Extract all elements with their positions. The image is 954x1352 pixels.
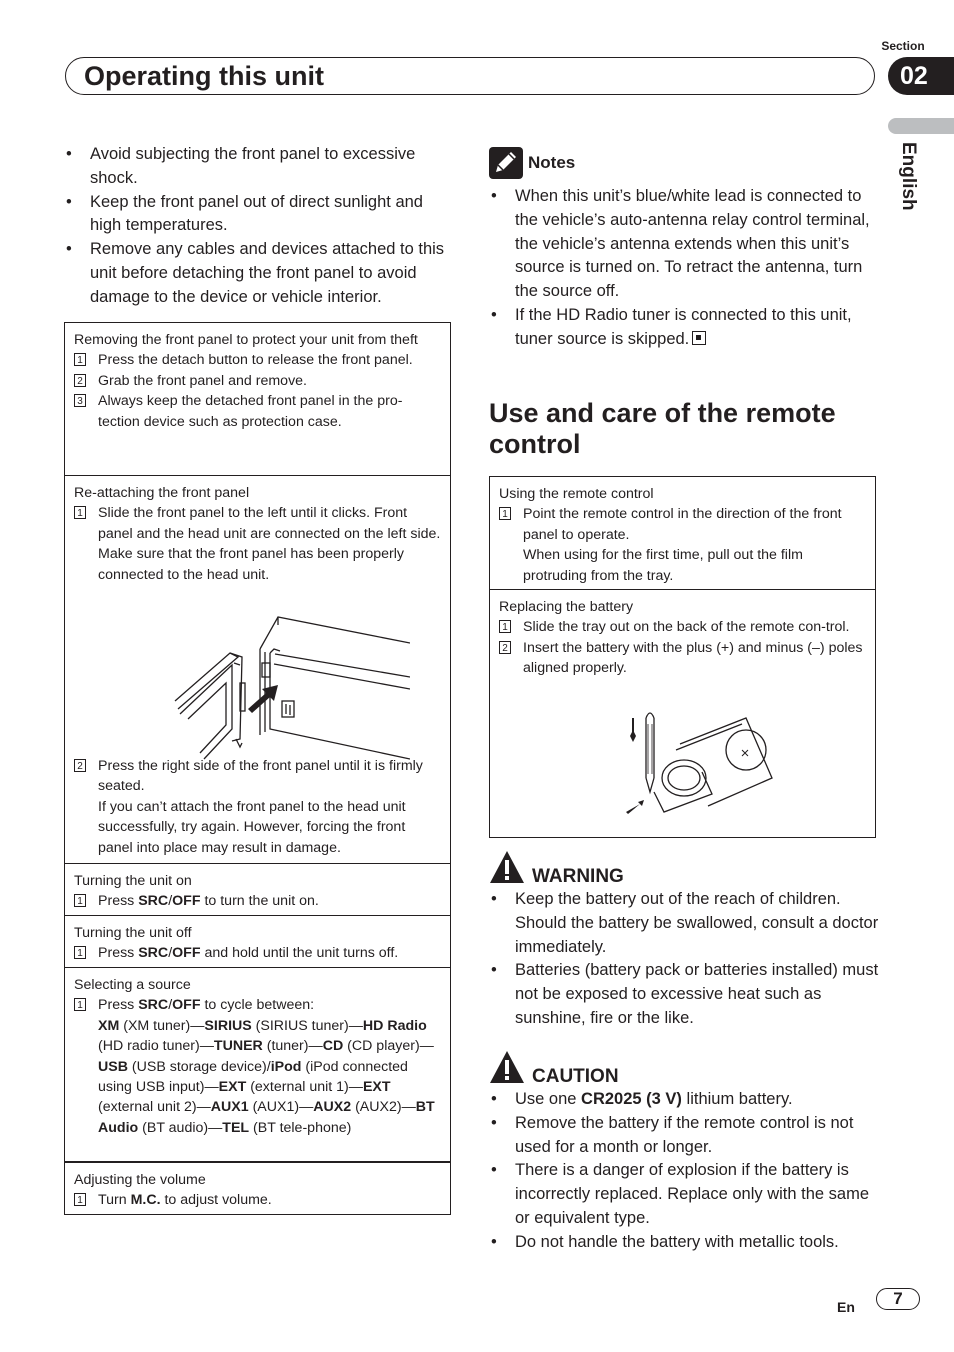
turn-off-section bbox=[65, 916, 450, 968]
caution-label: CAUTION bbox=[532, 1066, 619, 1087]
step-number: 1 bbox=[74, 998, 86, 1011]
left-bullet-list bbox=[65, 143, 455, 310]
step bbox=[499, 638, 866, 679]
step-text: Press SRC/OFF to turn the unit on. bbox=[98, 893, 319, 910]
step bbox=[74, 995, 441, 1138]
section-heading: Turning the unit on bbox=[74, 873, 192, 889]
section-heading: Selecting a source bbox=[74, 977, 191, 993]
step bbox=[74, 1190, 441, 1210]
section-heading: Adjusting the volume bbox=[74, 1172, 206, 1188]
front-panel-procedures-box bbox=[64, 322, 451, 1215]
remote-section-title: Use and care of the remote control bbox=[489, 398, 836, 459]
step-number: 1 bbox=[499, 620, 511, 633]
step-text: Grab the front panel and remove. bbox=[98, 372, 307, 389]
warning-list bbox=[490, 888, 880, 1031]
footer-language: En bbox=[837, 1299, 855, 1315]
step-number: 1 bbox=[74, 353, 86, 366]
list-item: • Keep the front panel out of direct sunlight and high temperatures. bbox=[65, 191, 455, 239]
step-text: Always keep the detached front panel in the pro-tection device such as protection case. bbox=[98, 393, 403, 430]
list-item: • When this unit’s blue/white lead is connected to the vehicle’s auto-antenna relay control terminal, the vehicle’s antenna extends when this unit’s source is turned on. To retract the antenna, turn the source off. bbox=[490, 185, 880, 304]
step-number: 1 bbox=[74, 506, 86, 519]
section-heading: Using the remote control bbox=[499, 486, 654, 502]
turn-on-section bbox=[65, 864, 450, 916]
step-number: 1 bbox=[74, 1193, 86, 1206]
list-item: • Remove the battery if the remote control is not used for a month or longer. bbox=[490, 1112, 880, 1160]
using-remote-section bbox=[490, 477, 875, 590]
step bbox=[499, 504, 866, 586]
step-text: Slide the tray out on the back of the remote con-trol. bbox=[523, 619, 850, 636]
step-text: Point the remote control in the direction of the front panel to operate. When using for the first time, pull out the film protruding from the tray. bbox=[523, 506, 842, 584]
section-heading: Re-attaching the front panel bbox=[74, 485, 250, 501]
replacing-battery-section bbox=[490, 590, 875, 837]
section-heading: Removing the front panel to protect your unit from theft bbox=[74, 332, 418, 348]
step-text: Press SRC/OFF to cycle between: XM (XM tuner)—SIRIUS (SIRIUS tuner)—HD Radio (HD radio tuner)—TUNER (tuner)—CD (CD player)—USB (USB storage device)/iPod (iPod connected using USB input)—EXT (external unit 1)—EXT (external unit 2)—AUX1 (AUX1)—AUX2 (AUX2)—BT Audio (BT audio)—TEL (BT tele-phone) bbox=[98, 997, 435, 1136]
step bbox=[74, 371, 441, 391]
step-number: 2 bbox=[499, 641, 511, 654]
section-number-badge: 02 bbox=[888, 57, 954, 95]
list-item: • If the HD Radio tuner is connected to this unit, tuner source is skipped. bbox=[490, 304, 880, 352]
step-text: Slide the front panel to the left until it clicks. Front panel and the head unit are connected on the left side. Make sure that the front panel has been properly connected to the head unit. bbox=[98, 505, 441, 583]
list-item: • Do not handle the battery with metallic tools. bbox=[490, 1231, 880, 1255]
step bbox=[499, 617, 866, 637]
list-item: • Remove any cables and devices attached to this unit before detaching the front panel to avoid damage to the device or vehicle interior. bbox=[65, 238, 455, 309]
step bbox=[74, 943, 441, 963]
warning-label: WARNING bbox=[532, 866, 624, 887]
step-text: Press the right side of the front panel until it is firmly seated. If you can’t attach the front panel to the head unit successfully, try again. However, forcing the front panel into place may result in damage. bbox=[98, 758, 423, 856]
source-cycle-list: XM (XM tuner)—SIRIUS (SIRIUS tuner)—HD Radio (HD radio tuner)—TUNER (tuner)—CD (CD player)—USB (USB storage device)/iPod (iPod connected using USB input)—EXT (external unit 1)—EXT (external unit 2)—AUX1 (AUX1)—AUX2 (AUX2)—BT Audio (BT audio)—TEL (BT tele-phone) bbox=[98, 1017, 435, 1136]
step bbox=[74, 503, 441, 585]
select-source-section bbox=[65, 968, 450, 1163]
step bbox=[74, 756, 440, 858]
warning-triangle-icon bbox=[489, 850, 525, 884]
step-text: Press SRC/OFF and hold until the unit turns off. bbox=[98, 945, 399, 962]
notes-label: Notes bbox=[528, 153, 576, 172]
notes-list bbox=[490, 185, 880, 352]
section-label: Section bbox=[881, 39, 925, 53]
list-item: • Batteries (battery pack or batteries installed) must not be exposed to excessive heat such as sunshine, fire or the like. bbox=[490, 959, 880, 1030]
caution-list bbox=[490, 1088, 880, 1255]
battery-replacement-illustration bbox=[618, 708, 778, 828]
step-number: 2 bbox=[74, 759, 86, 772]
step-number: 2 bbox=[74, 374, 86, 387]
removing-section bbox=[65, 323, 450, 476]
list-item: • Keep the battery out of the reach of children. Should the battery be swallowed, consult a doctor immediately. bbox=[490, 888, 880, 959]
step-number: 3 bbox=[74, 394, 86, 407]
step-text: Insert the battery with the plus (+) and minus (–) poles aligned properly. bbox=[523, 639, 863, 677]
step-text: Press the detach button to release the front panel. bbox=[98, 352, 413, 369]
step-number: 1 bbox=[499, 507, 511, 520]
step bbox=[74, 391, 441, 432]
step bbox=[74, 891, 441, 911]
list-item: • There is a danger of explosion if the battery is incorrectly replaced. Replace only with the same or equivalent type. bbox=[490, 1159, 880, 1230]
language-tab bbox=[888, 118, 954, 134]
section-heading: Replacing the battery bbox=[499, 599, 634, 615]
step-text: Turn M.C. to adjust volume. bbox=[98, 1192, 272, 1209]
section-heading: Turning the unit off bbox=[74, 925, 192, 941]
step-number: 1 bbox=[74, 946, 86, 959]
language-label: English bbox=[898, 142, 919, 211]
caution-triangle-icon bbox=[489, 1050, 525, 1084]
front-panel-attach-illustration bbox=[170, 591, 410, 761]
note-pencil-icon bbox=[489, 147, 523, 179]
volume-section bbox=[65, 1163, 450, 1217]
list-item: • Use one CR2025 (3 V) lithium battery. bbox=[490, 1088, 880, 1112]
step bbox=[74, 350, 441, 370]
remote-procedures-box bbox=[489, 476, 876, 838]
page-number: 7 bbox=[876, 1288, 920, 1310]
step-number: 1 bbox=[74, 894, 86, 907]
page-title: Operating this unit bbox=[84, 61, 324, 91]
reattach-section bbox=[65, 476, 450, 864]
end-mark-icon bbox=[692, 331, 706, 345]
list-item: • Avoid subjecting the front panel to excessive shock. bbox=[65, 143, 455, 191]
